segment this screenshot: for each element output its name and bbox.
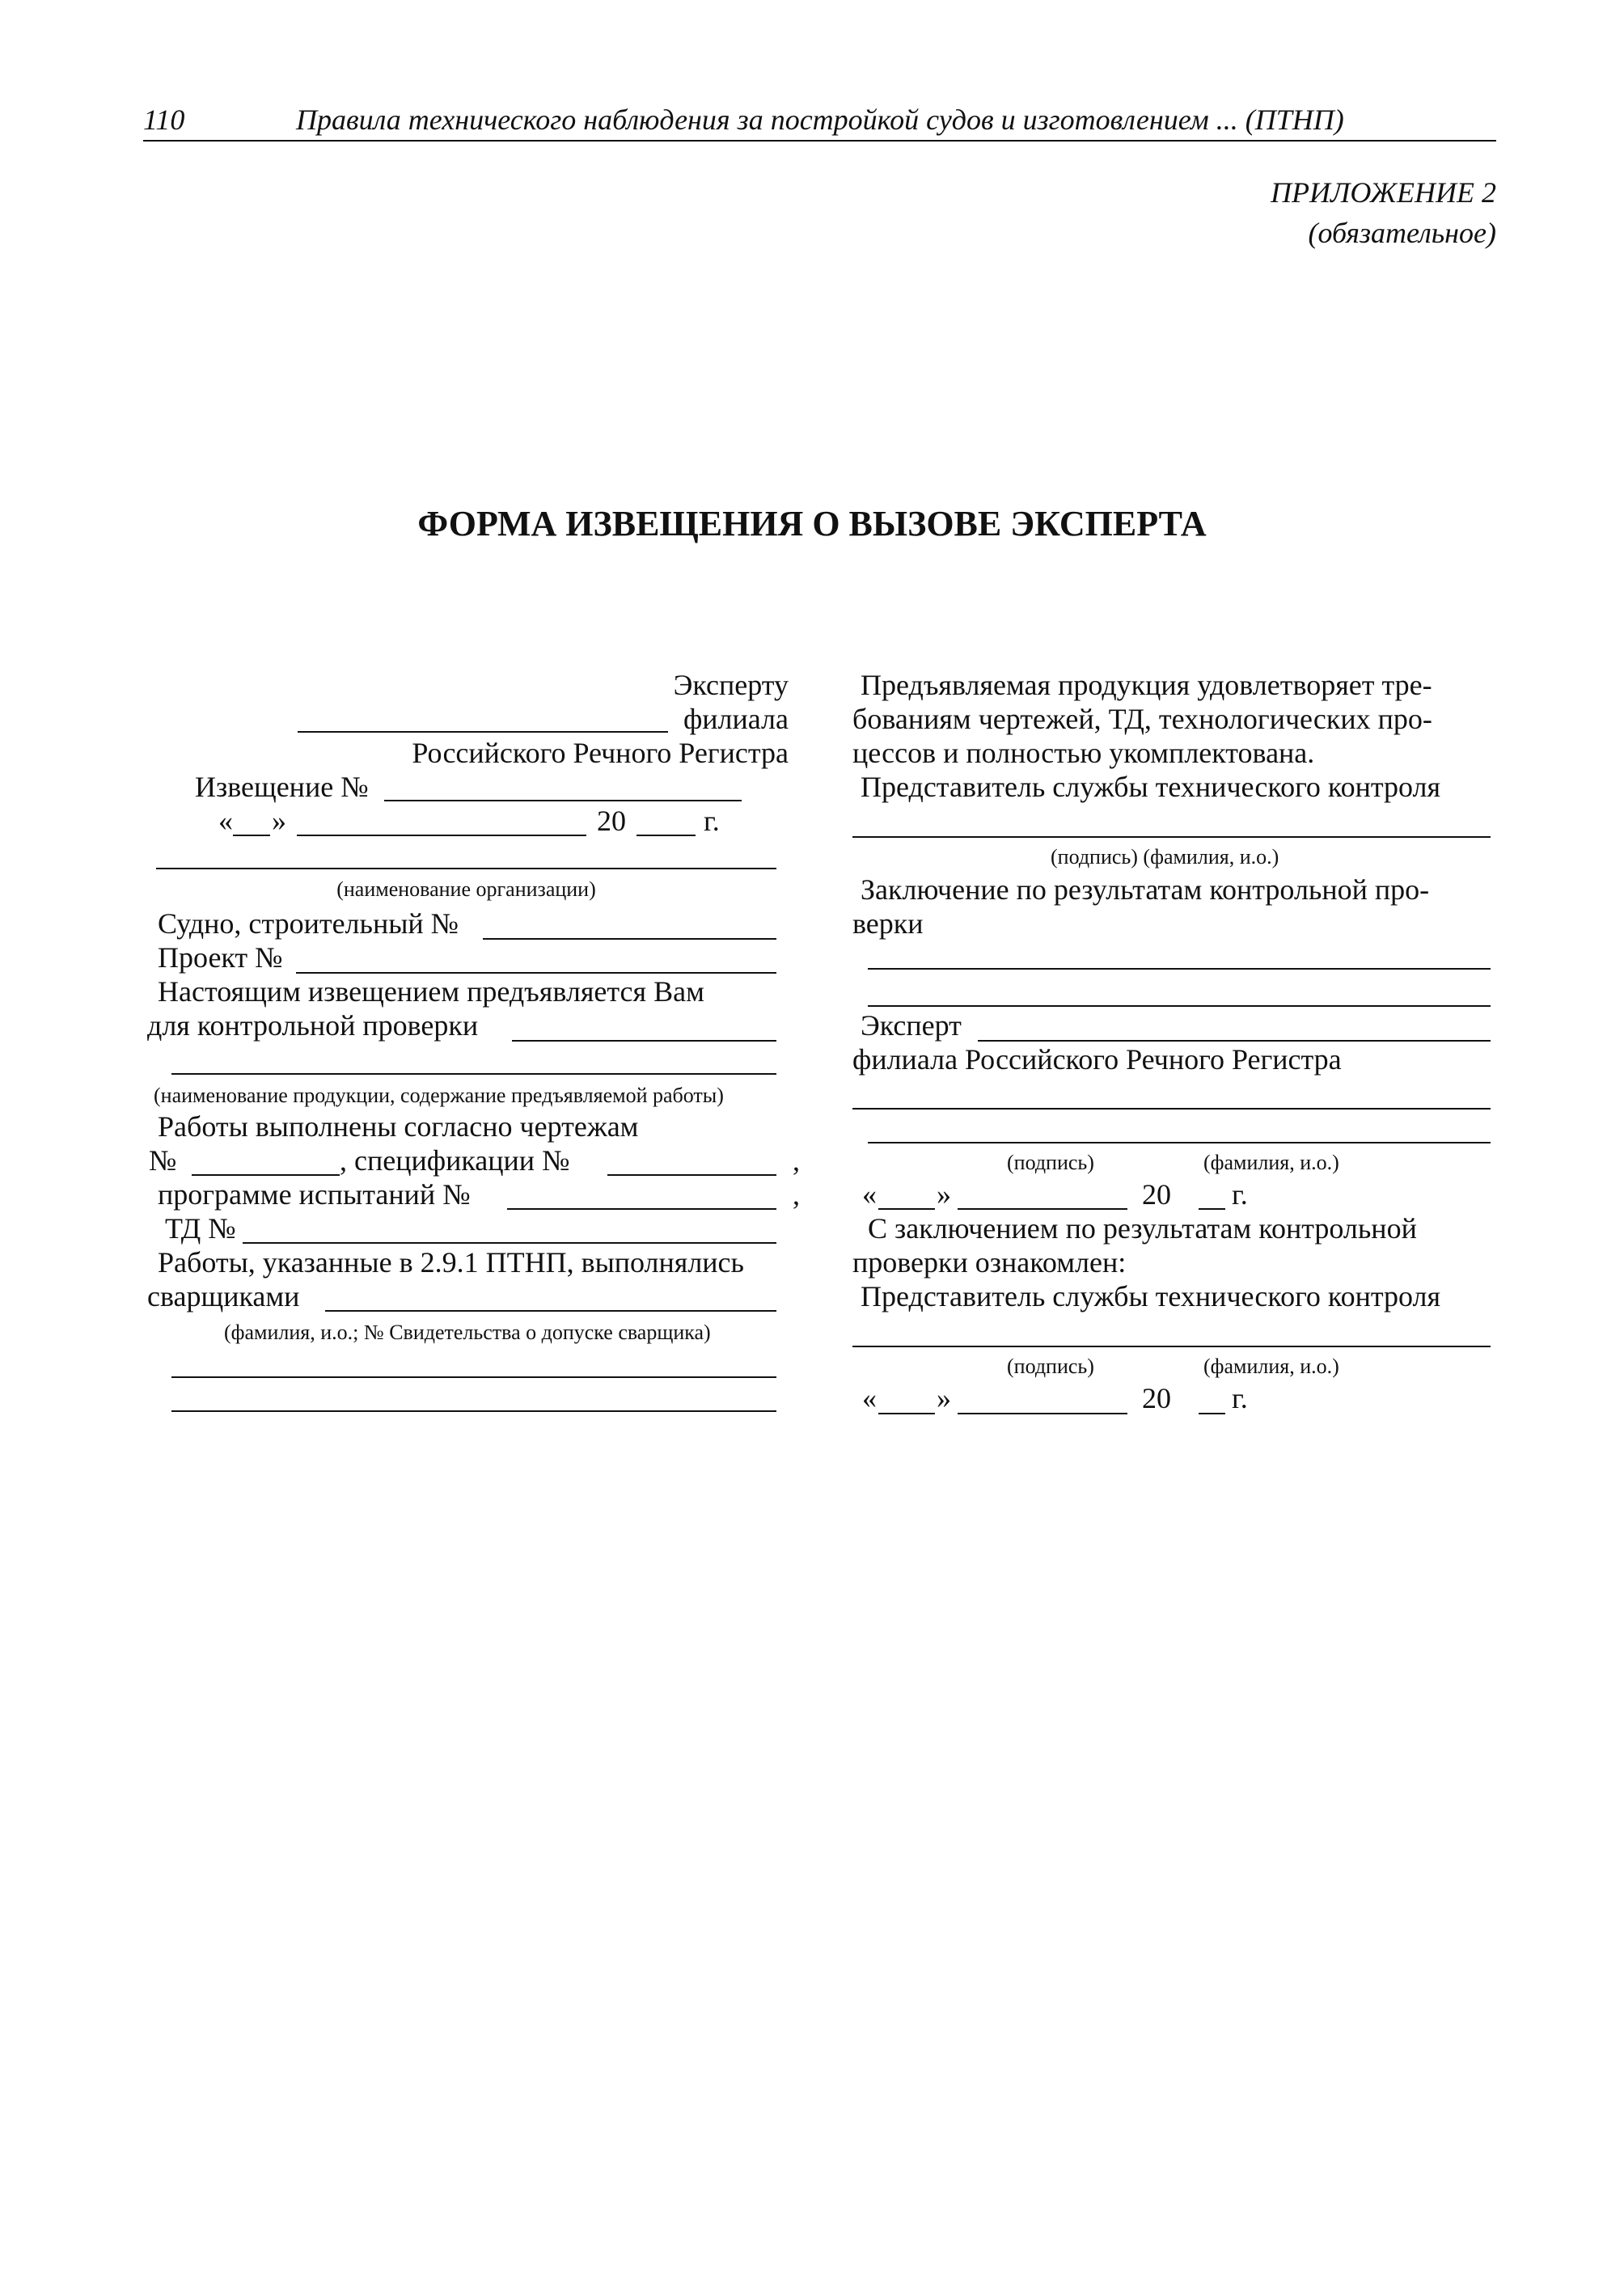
header-rule bbox=[143, 140, 1496, 142]
welder-caption: (фамилия, и.о.; № Свидетельства о допуске сварщика) bbox=[224, 1321, 711, 1344]
date-day-line[interactable] bbox=[233, 835, 270, 836]
spec-no-line[interactable] bbox=[607, 1174, 776, 1176]
acquainted-line1: С заключением по результатам контрольной bbox=[868, 1212, 1417, 1245]
date2-month-line[interactable] bbox=[958, 1208, 1127, 1210]
date-month-line[interactable] bbox=[297, 835, 586, 836]
qc-representative-2: Представитель службы технического контроля bbox=[861, 1280, 1441, 1312]
acquainted-line2: проверки ознакомлен: bbox=[852, 1246, 1127, 1279]
registry-label: Российского Речного Регистра bbox=[412, 737, 789, 769]
program-comma: , bbox=[793, 1178, 800, 1211]
conclusion-line-a[interactable] bbox=[868, 968, 1491, 970]
date-close-quote: » bbox=[272, 805, 286, 837]
test-program-no-line[interactable] bbox=[507, 1208, 776, 1210]
product-line[interactable] bbox=[171, 1073, 776, 1075]
year-20: 20 bbox=[597, 805, 626, 837]
expert-name-line[interactable] bbox=[978, 1040, 1491, 1042]
compliance-line2: бованиям чертежей, ТД, технологических про- bbox=[852, 703, 1432, 735]
date2-close-quote: » bbox=[937, 1178, 951, 1211]
ship-build-no-line[interactable] bbox=[483, 938, 776, 940]
expert-label: Эксперт bbox=[861, 1009, 962, 1042]
welders-line[interactable] bbox=[325, 1310, 776, 1312]
qc-signature-line-1[interactable] bbox=[852, 836, 1491, 838]
name-caption-2: (фамилия, и.о.) bbox=[1203, 1151, 1339, 1174]
no-sign: № bbox=[149, 1144, 177, 1177]
conclusion-line1: Заключение по результатам контрольной про- bbox=[861, 873, 1430, 906]
branch-label: филиала bbox=[683, 703, 789, 735]
sign-name-caption-1: (подпись) (фамилия, и.о.) bbox=[1051, 845, 1279, 869]
notice-no-line[interactable] bbox=[384, 800, 742, 801]
product-caption: (наименование продукции, содержание предъявляемой работы) bbox=[154, 1084, 724, 1107]
check-subject-line[interactable] bbox=[512, 1040, 776, 1042]
spec-no-label: , спецификации № bbox=[340, 1144, 570, 1177]
expert-branch-line[interactable] bbox=[852, 1108, 1491, 1110]
sign-caption-3: (подпись) bbox=[1007, 1355, 1094, 1378]
expert-branch: филиала Российского Речного Регистра bbox=[852, 1043, 1342, 1076]
welders-extra-line-2[interactable] bbox=[171, 1410, 776, 1412]
welding-line1: Работы, указанные в 2.9.1 ПТНП, выполнялись bbox=[158, 1246, 744, 1279]
appendix-status: (обязательное) bbox=[1308, 217, 1496, 249]
td-no-line[interactable] bbox=[243, 1242, 776, 1244]
date3-year-g: г. bbox=[1232, 1382, 1248, 1414]
date2-year-20: 20 bbox=[1142, 1178, 1171, 1211]
page-number: 110 bbox=[143, 104, 185, 136]
name-caption-3: (фамилия, и.о.) bbox=[1203, 1355, 1339, 1378]
welding-line2: сварщиками bbox=[147, 1280, 300, 1312]
works-drawings-label: Работы выполнены согласно чертежам bbox=[158, 1110, 639, 1143]
date3-month-line[interactable] bbox=[958, 1413, 1127, 1414]
branch-name-line[interactable] bbox=[298, 731, 668, 733]
welders-extra-line-1[interactable] bbox=[171, 1376, 776, 1378]
presented-line1: Настоящим извещением предъявляется Вам bbox=[158, 975, 704, 1008]
date3-year-line[interactable] bbox=[1199, 1413, 1225, 1414]
conclusion-line-b[interactable] bbox=[868, 1005, 1491, 1007]
expert-to: Эксперту bbox=[673, 669, 789, 701]
compliance-line1: Предъявляемая продукция удовлетворяет тре- bbox=[861, 669, 1432, 701]
appendix-label: ПРИЛОЖЕНИЕ 2 bbox=[1271, 176, 1496, 209]
year-line[interactable] bbox=[636, 835, 696, 836]
qc-representative-1: Представитель службы технического контроля bbox=[861, 771, 1441, 803]
date3-year-20: 20 bbox=[1142, 1382, 1171, 1414]
date2-year-g: г. bbox=[1232, 1178, 1248, 1211]
td-no-label: ТД № bbox=[165, 1212, 236, 1245]
running-title: Правила технического наблюдения за постройкой судов и изготовлением ... (ПТНП) bbox=[296, 104, 1344, 136]
date2-open-quote: « bbox=[862, 1178, 877, 1211]
organization-caption: (наименование организации) bbox=[336, 877, 596, 901]
date-open-quote: « bbox=[218, 805, 233, 837]
ship-build-no-label: Судно, строительный № bbox=[158, 907, 459, 940]
year-g: г. bbox=[704, 805, 720, 837]
form-title: ФОРМА ИЗВЕЩЕНИЯ О ВЫЗОВЕ ЭКСПЕРТА bbox=[417, 504, 1207, 543]
organization-line[interactable] bbox=[156, 868, 776, 869]
date2-day-line[interactable] bbox=[878, 1208, 935, 1210]
presented-line2: для контрольной проверки bbox=[147, 1009, 479, 1042]
qc-signature-line-2[interactable] bbox=[852, 1346, 1491, 1347]
project-no-line[interactable] bbox=[296, 972, 776, 974]
test-program-no-label: программе испытаний № bbox=[158, 1178, 471, 1211]
date2-year-line[interactable] bbox=[1199, 1208, 1225, 1210]
spec-comma: , bbox=[793, 1144, 800, 1177]
date3-day-line[interactable] bbox=[878, 1413, 935, 1414]
project-no-label: Проект № bbox=[158, 941, 283, 974]
notice-no-label: Извещение № bbox=[195, 771, 369, 803]
date3-close-quote: » bbox=[937, 1382, 951, 1414]
compliance-line3: цессов и полностью укомплектована. bbox=[852, 737, 1315, 769]
expert-signature-line[interactable] bbox=[868, 1142, 1491, 1143]
sign-caption-2: (подпись) bbox=[1007, 1151, 1094, 1174]
conclusion-line2: верки bbox=[852, 907, 924, 940]
date3-open-quote: « bbox=[862, 1382, 877, 1414]
drawings-no-line[interactable] bbox=[192, 1174, 340, 1176]
